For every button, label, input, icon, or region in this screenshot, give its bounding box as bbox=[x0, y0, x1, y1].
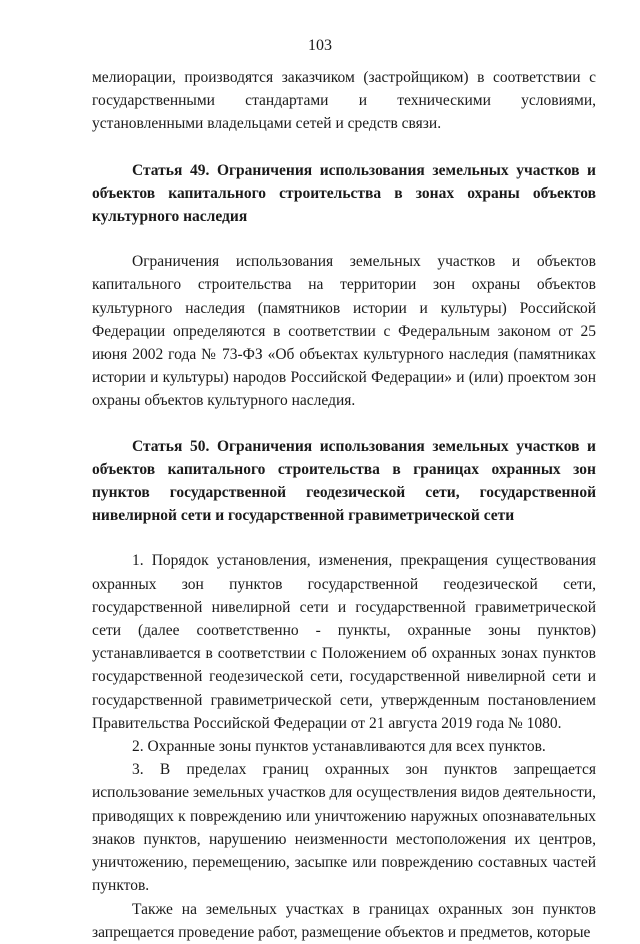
article-50-paragraph-2: 2. Охранные зоны пунктов устанавливаются для всех пунктов. bbox=[132, 738, 546, 756]
article-49-heading: Статья 49. Ограничения использования земельных участков и объектов капитального строительства в зонах охраны объектов культурного наследия bbox=[92, 161, 596, 226]
article-49-paragraph: Ограничения использования земельных участков и объектов капитального строительства на территории зон охраны объектов культурного наследия (памятников истории и культуры) Российской Федерации определяются в соответствии с Федеральным законом от 25 июня 2002 года № 73-ФЗ «Об объектах культурного наследия (памятниках истории и культуры) народов Российской Федерации» и (или) проектом зон охраны объектов культурного наследия. bbox=[92, 253, 596, 410]
document-body bbox=[92, 66, 596, 944]
intro-paragraph: мелиорации, производятся заказчиком (застройщиком) в соответствии с государственными стандартами и техническими условиями, установленными владельцами сетей и средств связи. bbox=[92, 69, 596, 133]
page-number: 103 bbox=[308, 37, 332, 54]
article-50-paragraph-4: Также на земельных участках в границах охранных зон пунктов запрещается проведение работ, размещение объектов и предметов, которые bbox=[92, 900, 596, 941]
article-50-heading: Статья 50. Ограничения использования земельных участков и объектов капитального строительства в границах охранных зон пунктов государственной геодезической сети, государственной нивелирной сети и государственной гравиметрической сети bbox=[92, 437, 596, 525]
article-50-paragraph-1: 1. Порядок установления, изменения, прекращения существования охранных зон пунктов государственной геодезической сети, государственной нивелирной сети и государственной гравиметрической сети (далее соответственно - пункты, охранные зоны пунктов) устанавливается в соответствии с Положением об охранных зонах пунктов государственной геодезической сети, государственной нивелирной сети и государственной гравиметрической сети, утвержденным постановлением Правительства Российской Федерации от 21 августа 2019 года № 1080. bbox=[92, 552, 596, 732]
article-50-paragraph-3: 3. В пределах границ охранных зон пунктов запрещается использование земельных участков для осуществления видов деятельности, приводящих к повреждению или уничтожению наружных опознавательных знаков пунктов, нарушению неизменности местоположения их центров, уничтожению, перемещению, засыпке или повреждению составных частей пунктов. bbox=[92, 761, 596, 895]
